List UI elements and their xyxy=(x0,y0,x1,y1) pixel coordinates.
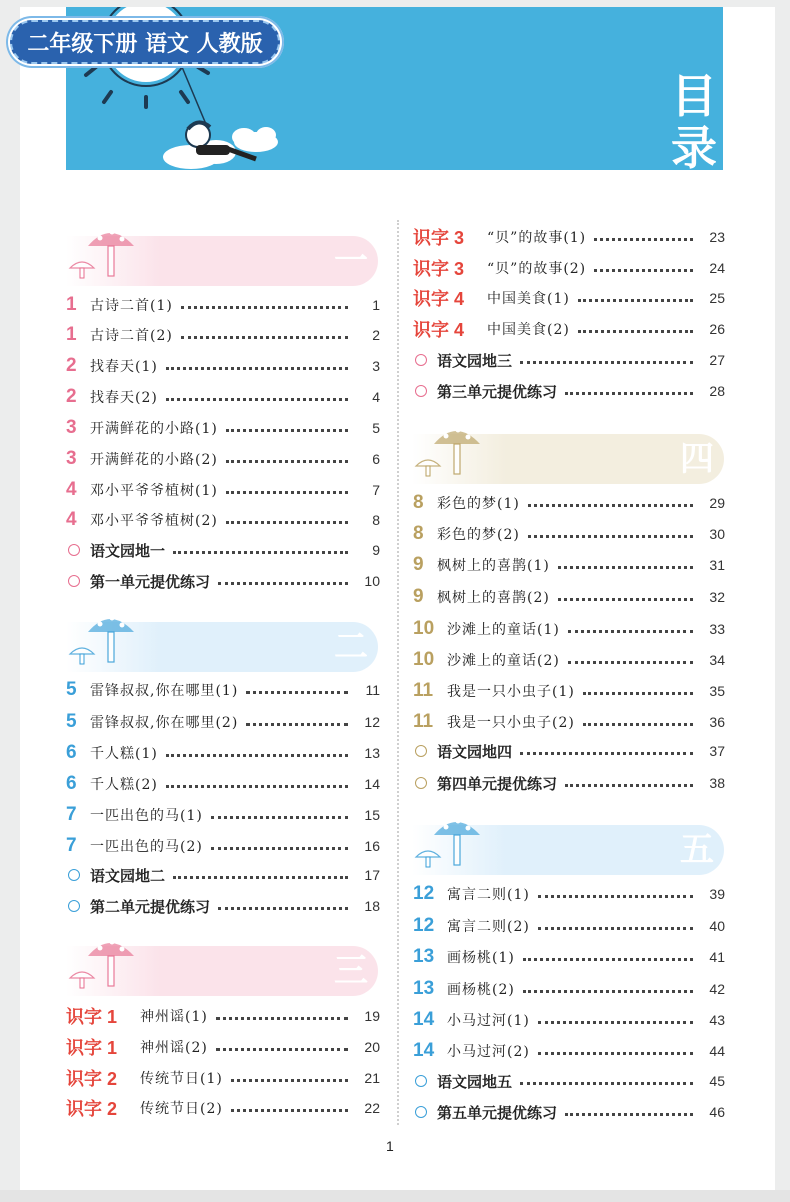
toc-page-number: 22 xyxy=(364,1100,380,1116)
toc-page-number: 8 xyxy=(372,512,380,528)
toc-row[interactable] xyxy=(413,550,725,580)
lesson-number: 13 xyxy=(413,978,435,999)
lesson-title: 传统节日(1) xyxy=(140,1071,223,1087)
toc-page-number: 19 xyxy=(364,1008,380,1024)
toc-page-number: 3 xyxy=(372,358,380,374)
toc-row[interactable] xyxy=(413,283,725,313)
section-header xyxy=(66,622,378,672)
toc-page-number: 38 xyxy=(709,775,725,791)
toc-row[interactable] xyxy=(66,413,380,443)
dot-leader xyxy=(583,692,693,695)
unit-item-title: 第三单元提优练习 xyxy=(437,382,558,401)
lesson-number: 6 xyxy=(66,742,77,763)
dot-leader xyxy=(181,336,348,339)
lesson-number: 5 xyxy=(66,679,77,700)
lesson-number: 3 xyxy=(66,417,77,438)
toc-page-number: 21 xyxy=(364,1070,380,1086)
dot-leader xyxy=(226,460,348,463)
dot-leader xyxy=(523,990,693,993)
unit-item-title: 语文园地一 xyxy=(90,541,166,560)
toc-row[interactable] xyxy=(413,768,725,798)
toc-row[interactable] xyxy=(66,505,380,535)
lesson-number: 7 xyxy=(66,835,77,856)
lesson-number: 6 xyxy=(66,773,77,794)
section-header xyxy=(412,434,724,484)
lesson-title: 千人糕(2) xyxy=(90,777,158,793)
lesson-number: 11 xyxy=(413,711,434,732)
toc-page-number: 41 xyxy=(709,949,725,965)
dot-leader xyxy=(216,1048,348,1051)
lesson-title: 一匹出色的马(2) xyxy=(90,839,203,855)
toc-page-number: 18 xyxy=(364,898,380,914)
unit-item-title: 语文园地二 xyxy=(90,866,166,885)
lesson-title: 彩色的梦(1) xyxy=(437,496,520,512)
dot-leader xyxy=(594,269,693,272)
lesson-title: 我是一只小虫子(1) xyxy=(447,684,575,700)
toc-row[interactable] xyxy=(66,738,380,768)
grade-subject-tag xyxy=(6,16,284,68)
lesson-title: 传统节日(2) xyxy=(140,1101,223,1117)
circle-bullet-icon xyxy=(68,544,80,556)
circle-bullet-icon xyxy=(68,869,80,881)
unit-item-title: 语文园地三 xyxy=(437,351,513,370)
lesson-number: 9 xyxy=(413,586,424,607)
lesson-number: 2 xyxy=(66,386,77,407)
lesson-title: 神州谣(1) xyxy=(140,1009,208,1025)
toc-row[interactable] xyxy=(66,831,380,861)
circle-bullet-icon xyxy=(415,1106,427,1118)
toc-page-number: 46 xyxy=(709,1104,725,1120)
grade-subject-text: 二年级下册 语文 人教版 xyxy=(27,31,263,57)
lesson-number: 14 xyxy=(413,1040,435,1061)
toc-page-number: 37 xyxy=(709,743,725,759)
lesson-number: 10 xyxy=(413,649,435,670)
dot-leader xyxy=(583,723,693,726)
toc-row[interactable] xyxy=(66,1032,380,1062)
dot-leader xyxy=(565,784,693,787)
toc-row[interactable] xyxy=(413,488,725,518)
section-header xyxy=(66,236,378,286)
toc-page-number: 40 xyxy=(709,918,725,934)
dot-leader xyxy=(578,299,693,302)
toc-page-number: 2 xyxy=(372,327,380,343)
circle-bullet-icon xyxy=(415,745,427,757)
dot-leader xyxy=(226,491,348,494)
lesson-number: 识字 1 xyxy=(66,1038,118,1058)
unit-item-title: 第四单元提优练习 xyxy=(437,774,558,793)
lesson-number: 13 xyxy=(413,946,435,967)
circle-bullet-icon xyxy=(415,777,427,789)
lesson-title: 寓言二则(1) xyxy=(447,887,530,903)
unit-item-title: 第二单元提优练习 xyxy=(90,897,211,916)
dot-leader xyxy=(523,958,693,961)
toc-row[interactable] xyxy=(413,614,725,644)
dot-leader xyxy=(558,598,693,601)
toc-row[interactable] xyxy=(66,351,380,381)
lesson-title: 画杨桃(1) xyxy=(447,950,515,966)
dot-leader xyxy=(528,535,693,538)
toc-row[interactable] xyxy=(66,891,380,921)
lesson-title: “贝”的故事(2) xyxy=(487,261,587,277)
toc-page-number: 1 xyxy=(372,297,380,313)
toc-page-number: 32 xyxy=(709,589,725,605)
lesson-title: 中国美食(2) xyxy=(487,322,570,338)
unit-item-title: 语文园地五 xyxy=(437,1072,513,1091)
toc-row[interactable] xyxy=(66,1063,380,1093)
dot-leader xyxy=(226,521,348,524)
toc-row[interactable] xyxy=(413,1066,725,1096)
dot-leader xyxy=(538,1052,693,1055)
toc-row[interactable] xyxy=(413,1005,725,1035)
lesson-title: 我是一只小虫子(2) xyxy=(447,715,575,731)
mushroom-icon xyxy=(66,222,146,282)
toc-row[interactable] xyxy=(66,320,380,350)
toc-page-number: 12 xyxy=(364,714,380,730)
toc-row[interactable] xyxy=(66,535,380,565)
toc-page-number: 31 xyxy=(709,557,725,573)
lesson-title: 枫树上的喜鹊(1) xyxy=(437,558,550,574)
lesson-number: 9 xyxy=(413,554,424,575)
toc-row[interactable] xyxy=(66,769,380,799)
mushroom-icon xyxy=(66,608,146,668)
dot-leader xyxy=(520,752,693,755)
lesson-title: 开满鲜花的小路(2) xyxy=(90,452,218,468)
toc-row[interactable] xyxy=(66,860,380,890)
toc-row[interactable] xyxy=(66,382,380,412)
toc-row[interactable] xyxy=(413,942,725,972)
toc-row[interactable] xyxy=(413,1036,725,1066)
unit-item-title: 第五单元提优练习 xyxy=(437,1103,558,1122)
dot-leader xyxy=(246,691,348,694)
toc-page-number: 10 xyxy=(364,573,380,589)
toc-row[interactable] xyxy=(66,1001,380,1031)
toc-row[interactable] xyxy=(413,376,725,406)
dot-leader xyxy=(173,876,348,879)
toc-row[interactable] xyxy=(413,345,725,375)
dot-leader xyxy=(565,392,693,395)
dot-leader xyxy=(231,1079,348,1082)
page-bottom-edge xyxy=(0,1190,790,1202)
dot-leader xyxy=(520,361,693,364)
toc-page-number: 17 xyxy=(364,867,380,883)
lesson-number: 4 xyxy=(66,479,77,500)
lesson-title: 沙滩上的童话(1) xyxy=(447,622,560,638)
section-number: 四 xyxy=(680,439,714,479)
lesson-title: 找春天(1) xyxy=(90,359,158,375)
lesson-title: 小马过河(2) xyxy=(447,1044,530,1060)
dot-leader xyxy=(538,927,693,930)
lesson-number: 识字 4 xyxy=(413,289,465,309)
toc-page-number: 26 xyxy=(709,321,725,337)
toc-page-number: 4 xyxy=(372,389,380,405)
toc-page-number: 36 xyxy=(709,714,725,730)
dot-leader xyxy=(226,429,348,432)
toc-page-number: 14 xyxy=(364,776,380,792)
toc-page-number: 33 xyxy=(709,621,725,637)
lesson-number: 识字 2 xyxy=(66,1069,118,1089)
dot-leader xyxy=(181,306,348,309)
toc-page-number: 35 xyxy=(709,683,725,699)
lesson-number: 识字 3 xyxy=(413,228,465,248)
toc-row[interactable] xyxy=(413,1097,725,1127)
section-header xyxy=(66,946,378,996)
lesson-number: 12 xyxy=(413,915,435,936)
lesson-title: 中国美食(1) xyxy=(487,291,570,307)
toc-page-number: 20 xyxy=(364,1039,380,1055)
toc-page-number: 34 xyxy=(709,652,725,668)
lesson-title: 彩色的梦(2) xyxy=(437,527,520,543)
unit-item-title: 第一单元提优练习 xyxy=(90,572,211,591)
lesson-number: 1 xyxy=(66,294,77,315)
toc-row[interactable] xyxy=(66,566,380,596)
lesson-number: 7 xyxy=(66,804,77,825)
toc-page-number: 44 xyxy=(709,1043,725,1059)
dot-leader xyxy=(211,816,348,819)
toc-row[interactable] xyxy=(66,290,380,320)
dot-leader xyxy=(568,661,693,664)
dot-leader xyxy=(538,895,693,898)
page-number: 1 xyxy=(386,1138,394,1154)
grade-subject-tag-inner xyxy=(10,20,280,64)
toc-page-number: 23 xyxy=(709,229,725,245)
lesson-number: 14 xyxy=(413,1009,435,1030)
lesson-number: 4 xyxy=(66,509,77,530)
dot-leader xyxy=(578,330,693,333)
toc-row[interactable] xyxy=(413,911,725,941)
toc-row[interactable] xyxy=(413,222,725,252)
dot-leader xyxy=(211,847,348,850)
dot-leader xyxy=(166,785,348,788)
dot-leader xyxy=(166,754,348,757)
unit-item-title: 语文园地四 xyxy=(437,742,513,761)
section-header xyxy=(412,825,724,875)
toc-page-number: 39 xyxy=(709,886,725,902)
lesson-title: 古诗二首(1) xyxy=(90,298,173,314)
toc-page-number: 5 xyxy=(372,420,380,436)
section-number: 一 xyxy=(334,241,368,281)
toc-page-number: 7 xyxy=(372,482,380,498)
contents-title xyxy=(664,70,724,174)
toc-page-number: 24 xyxy=(709,260,725,276)
toc-page-number: 45 xyxy=(709,1073,725,1089)
lesson-number: 识字 2 xyxy=(66,1099,118,1119)
toc-row[interactable] xyxy=(413,974,725,1004)
toc-page-number: 11 xyxy=(365,682,380,698)
toc-page-number: 9 xyxy=(372,542,380,558)
lesson-title: 画杨桃(2) xyxy=(447,982,515,998)
dot-leader xyxy=(558,566,693,569)
lesson-number: 12 xyxy=(413,883,435,904)
toc-row[interactable] xyxy=(66,800,380,830)
lesson-number: 1 xyxy=(66,324,77,345)
toc-page-number: 6 xyxy=(372,451,380,467)
circle-bullet-icon xyxy=(415,1075,427,1087)
toc-row[interactable] xyxy=(413,519,725,549)
dot-leader xyxy=(565,1113,693,1116)
dot-leader xyxy=(246,723,348,726)
lesson-title: 神州谣(2) xyxy=(140,1040,208,1056)
lesson-title: 邓小平爷爷植树(1) xyxy=(90,483,218,499)
dot-leader xyxy=(520,1082,693,1085)
toc-page-number: 15 xyxy=(364,807,380,823)
lesson-number: 5 xyxy=(66,711,77,732)
lesson-number: 8 xyxy=(413,523,424,544)
section-number: 二 xyxy=(334,627,368,667)
toc-page-number: 43 xyxy=(709,1012,725,1028)
toc-row[interactable] xyxy=(413,582,725,612)
mushroom-icon xyxy=(412,420,492,480)
lesson-title: 小马过河(1) xyxy=(447,1013,530,1029)
toc-page-number: 16 xyxy=(364,838,380,854)
toc-row[interactable] xyxy=(413,314,725,344)
lesson-title: 千人糕(1) xyxy=(90,746,158,762)
section-number: 三 xyxy=(334,951,368,991)
lesson-number: 3 xyxy=(66,448,77,469)
lesson-title: “贝”的故事(1) xyxy=(487,230,587,246)
toc-row[interactable] xyxy=(66,707,380,737)
circle-bullet-icon xyxy=(415,385,427,397)
toc-row[interactable] xyxy=(413,736,725,766)
lesson-title: 邓小平爷爷植树(2) xyxy=(90,513,218,529)
dot-leader xyxy=(166,398,348,401)
dot-leader xyxy=(216,1017,348,1020)
mushroom-icon xyxy=(66,932,146,992)
toc-row[interactable] xyxy=(413,253,725,283)
dot-leader xyxy=(173,551,348,554)
lesson-title: 沙滩上的童话(2) xyxy=(447,653,560,669)
toc-row[interactable] xyxy=(66,444,380,474)
lesson-number: 8 xyxy=(413,492,424,513)
lesson-title: 一匹出色的马(1) xyxy=(90,808,203,824)
dot-leader xyxy=(166,367,348,370)
lesson-number: 识字 4 xyxy=(413,320,465,340)
lesson-number: 2 xyxy=(66,355,77,376)
toc-page-number: 42 xyxy=(709,981,725,997)
lesson-title: 寓言二则(2) xyxy=(447,919,530,935)
lesson-title: 古诗二首(2) xyxy=(90,328,173,344)
toc-row[interactable] xyxy=(413,879,725,909)
toc-row[interactable] xyxy=(66,475,380,505)
dot-leader xyxy=(231,1109,348,1112)
toc-row[interactable] xyxy=(66,1093,380,1123)
mushroom-icon xyxy=(412,811,492,871)
toc-page-number: 25 xyxy=(709,290,725,306)
toc-page-number: 27 xyxy=(709,352,725,368)
toc-row[interactable] xyxy=(66,675,380,705)
lesson-title: 找春天(2) xyxy=(90,390,158,406)
dot-leader xyxy=(568,630,693,633)
toc-page-number: 13 xyxy=(364,745,380,761)
dot-leader xyxy=(528,504,693,507)
circle-bullet-icon xyxy=(68,575,80,587)
contents-title-char-2: 录 xyxy=(671,121,717,175)
lesson-title: 开满鲜花的小路(1) xyxy=(90,421,218,437)
lesson-title: 雷锋叔叔,你在哪里(2) xyxy=(90,715,239,731)
lesson-number: 10 xyxy=(413,618,435,639)
lesson-number: 识字 1 xyxy=(66,1007,118,1027)
contents-title-char-1: 目 xyxy=(671,69,717,123)
lesson-number: 11 xyxy=(413,680,434,701)
toc-page-number: 30 xyxy=(709,526,725,542)
circle-bullet-icon xyxy=(68,900,80,912)
dot-leader xyxy=(594,238,693,241)
dot-leader xyxy=(218,582,348,585)
section-number: 五 xyxy=(680,830,714,870)
toc-page-number: 28 xyxy=(709,383,725,399)
lesson-title: 雷锋叔叔,你在哪里(1) xyxy=(90,683,239,699)
dot-leader xyxy=(538,1021,693,1024)
toc-row[interactable] xyxy=(413,676,725,706)
column-divider xyxy=(397,220,401,1125)
toc-page-number: 29 xyxy=(709,495,725,511)
lesson-number: 识字 3 xyxy=(413,259,465,279)
toc-row[interactable] xyxy=(413,707,725,737)
dot-leader xyxy=(218,907,348,910)
toc-row[interactable] xyxy=(413,645,725,675)
circle-bullet-icon xyxy=(415,354,427,366)
lesson-title: 枫树上的喜鹊(2) xyxy=(437,590,550,606)
